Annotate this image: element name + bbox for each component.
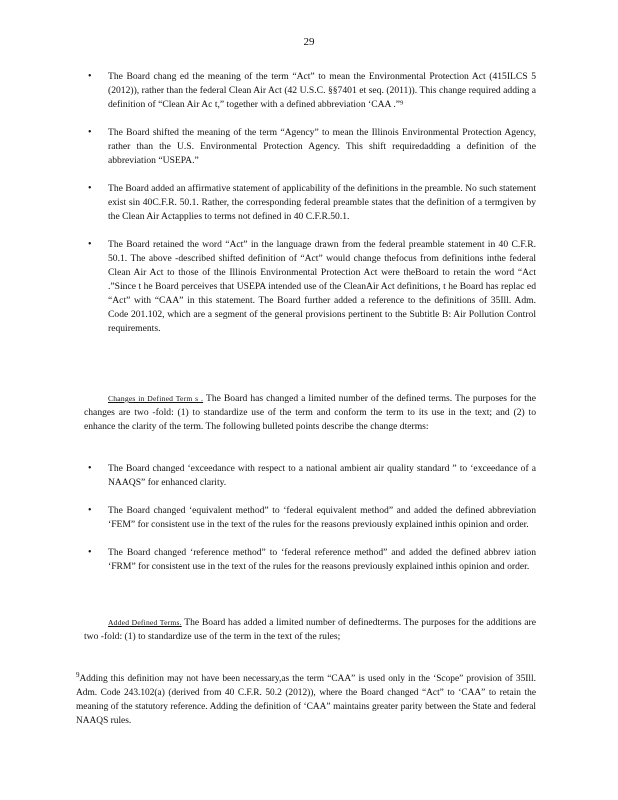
- changes-heading: Changes in Defined Term s .: [108, 394, 204, 403]
- bullet-list-definitions: [84, 70, 536, 350]
- footnote-mark: 9: [76, 671, 80, 679]
- added-heading: Added Defined Terms.: [108, 618, 182, 627]
- page-number: 29: [303, 36, 315, 48]
- bullet-list-changes: [84, 462, 536, 588]
- changes-paragraph: [84, 392, 536, 434]
- bullet-item: • The Board chang ed the meaning of the term “Act” to mean the Environmental Protection Act (415ILCS 5 (2012)), rather than the federal Clean Air Act (42 U.S.C. §§7401 et seq. (2011)). This change required adding a definition of “Clean Air Ac t,” together with a defined abbreviation ‘CAA .”⁹: [84, 70, 536, 112]
- added-paragraph: [84, 616, 536, 644]
- added-text: The Board has added a limited number of definedterms. The purposes for the additions are two -fold: (1) to standardize use of the term in the text of the rules;: [84, 617, 536, 642]
- bullet-item: • The Board retained the word “Act” in the language drawn from the federal preamble statement in 40 C.F.R. 50.1. The above -described shifted definition of “Act” would change thefocus from definitions inthe federal Clean Air Act to those of the Illinois Environmental Protection Act were theBoard to retain the word “Act .”Since t he Board perceives that USEPA intended use of the CleanAir Act definitions, t he Board has replac ed “Act” with “CAA” in this statement. The Board further added a reference to the definitions of 35Ill. Adm. Code 201.102, which are a segment of the general provisions pertinent to the Subtitle B: Air Pollution Control requirements.: [84, 238, 536, 336]
- bullet-item: • The Board shifted the meaning of the term “Agency” to mean the Illinois Environmental Protection Agency, rather than the U.S. Environmental Protection Agency. This shift requiredadding a definition of the abbreviation “USEPA.”: [84, 126, 536, 168]
- bullet-item: • The Board changed ‘equivalent method” to ‘federal equivalent method” and added the defined abbreviation ‘FEM” for consistent use in the text of the rules for the reasons previously explained inthis opinion and order.: [84, 504, 536, 532]
- changes-text: The Board has changed a limited number of the defined terms. The purposes for the changes are two -fold: (1) to standardize use of the term and conform the term to its use in the text; and (2) to enhance the clarity of the term. The following bulleted points describe the change dterms:: [84, 393, 536, 432]
- bullet-item: • The Board changed ‘exceedance with respect to a national ambient air quality standard ” to ‘exceedance of a NAAQS” for enhanced clarity.: [84, 462, 536, 490]
- footnote-text: Adding this definition may not have been necessary,as the term “CAA” is used only in the ‘Scope” provision of 35Ill. Adm. Code 243.102(a) (derived from 40 C.F.R. 50.2 (2012)), where the Board changed “Act” to ‘CAA” to retain the meaning of the statutory reference. Adding the definition of ‘CAA” maintains greater parity between the State and federal NAAQS rules.: [76, 674, 536, 727]
- bullet-item: • The Board added an affirmative statement of applicability of the definitions in the preamble. No such statement exist sin 40C.F.R. 50.1. Rather, the corresponding federal preamble states that the definition of a termgiven by the Clean Air Actapplies to terms not defined in 40 C.F.R.50.1.: [84, 182, 536, 224]
- bullet-item: • The Board changed ‘reference method” to ‘federal reference method” and added the defined abbrev iation ‘FRM” for consistent use in the text of the rules for the reasons previously explained inthis opinion and order.: [84, 546, 536, 574]
- footnote: [76, 668, 536, 728]
